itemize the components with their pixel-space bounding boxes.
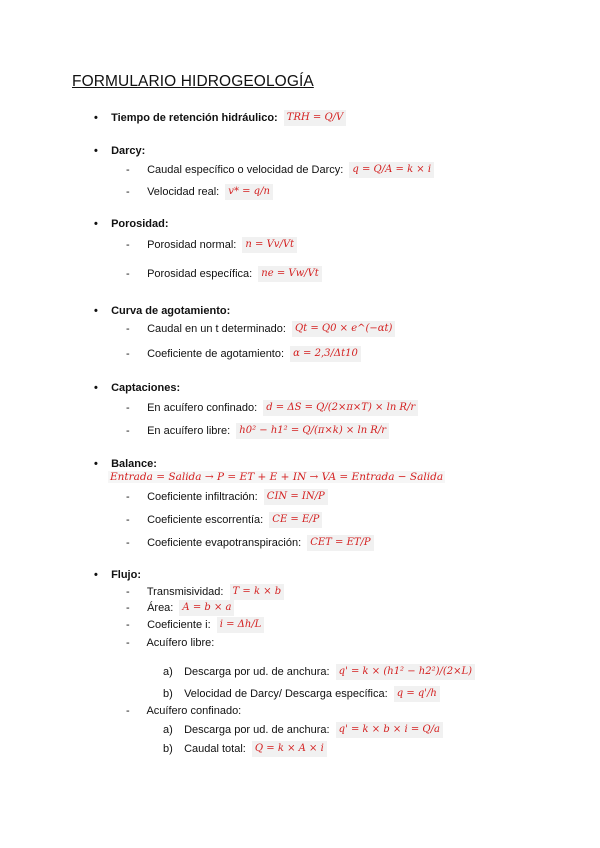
dash-icon: - [126, 490, 130, 503]
section-darcy [94, 144, 145, 158]
dash-icon: - [126, 513, 130, 526]
item-label: Transmisividad: [146, 585, 224, 598]
item-label: Acuífero libre: [146, 637, 215, 649]
section-trh [94, 110, 346, 126]
formula: q = q'/h [394, 686, 440, 702]
bullet-icon: • [94, 382, 98, 394]
section-label: Darcy: [111, 145, 146, 157]
dash-icon: - [126, 536, 130, 549]
formula: i = Δh/L [217, 617, 265, 633]
item-marker: b) [163, 687, 173, 700]
item-label: En acuífero confinado: [147, 401, 258, 414]
section-label: Flujo: [111, 569, 141, 581]
bullet-icon: • [94, 111, 98, 124]
section-label: Balance: [111, 458, 157, 470]
item-label: Coeficiente de agotamiento: [147, 347, 285, 360]
item-label: Velocidad real: [147, 185, 220, 198]
bullet-icon: • [94, 145, 98, 157]
formula: CIN = IN/P [264, 489, 328, 505]
formula: A = b × a [179, 600, 234, 616]
sub-list-item [163, 664, 475, 680]
formula: α = 2,3/Δt10 [290, 346, 361, 362]
formula: q' = k × (h1² − h2²)/(2×L) [336, 664, 475, 680]
sub-list-item [163, 722, 443, 738]
section-curva [94, 304, 230, 318]
section-captaciones [94, 381, 180, 395]
list-item [126, 237, 297, 253]
list-item [126, 400, 418, 416]
section-label: Curva de agotamiento: [111, 305, 231, 317]
dash-icon: - [126, 705, 130, 717]
sub-list-item [163, 686, 440, 702]
dash-icon: - [126, 163, 130, 176]
list-item [126, 266, 322, 282]
formula: TRH = Q/V [284, 110, 346, 126]
dash-icon: - [126, 424, 130, 437]
page-title: FORMULARIO HIDROGEOLOGÍA [72, 73, 314, 90]
dash-icon: - [126, 618, 130, 631]
list-item [126, 321, 395, 337]
formula: n = Vv/Vt [242, 237, 297, 253]
bullet-icon: • [94, 569, 98, 581]
section-flujo [94, 568, 141, 582]
bullet-icon: • [94, 305, 98, 317]
bullet-icon: • [94, 218, 98, 230]
section-balance [94, 457, 157, 471]
formula: d = ΔS = Q/(2×π×T) × ln R/r [263, 400, 418, 416]
dash-icon: - [126, 185, 130, 198]
dash-icon: - [126, 347, 130, 360]
item-label: Área: [147, 601, 174, 614]
item-label: Acuífero confinado: [146, 705, 242, 717]
list-item [126, 423, 389, 439]
formula: Qt = Q0 × e^(−αt) [292, 321, 396, 337]
list-item [126, 704, 241, 718]
section-label: Captaciones: [111, 382, 181, 394]
list-item [126, 636, 214, 650]
dash-icon: - [126, 637, 130, 649]
list-item [126, 535, 374, 551]
sub-list-item [163, 741, 327, 757]
formula: q = Q/A = k × i [349, 162, 434, 178]
dash-icon: - [126, 401, 130, 414]
item-marker: b) [163, 742, 173, 755]
item-label: Caudal total: [184, 742, 246, 755]
item-label: Coeficiente i: [147, 618, 211, 631]
item-label: Coeficiente infiltración: [147, 490, 258, 503]
section-label: Porosidad: [111, 218, 169, 230]
section-porosidad [94, 217, 169, 231]
section-label: Tiempo de retención hidráulico: [111, 111, 278, 124]
list-item [126, 512, 322, 528]
item-label: Descarga por ud. de anchura: [184, 665, 330, 678]
item-label: Porosidad normal: [147, 238, 237, 251]
item-label: Descarga por ud. de anchura: [184, 723, 330, 736]
list-item [126, 346, 361, 362]
item-marker: a) [163, 665, 173, 678]
item-label: Velocidad de Darcy/ Descarga específica: [184, 687, 388, 700]
formula: T = k × b [230, 584, 285, 600]
formula: ne = Vw/Vt [258, 266, 322, 282]
formula: v* = q/n [225, 184, 273, 200]
formula: CET = ET/P [307, 535, 373, 551]
item-marker: a) [163, 723, 173, 736]
list-item [126, 162, 434, 178]
dash-icon: - [126, 238, 130, 251]
formula: q' = k × b × i = Q/a [336, 722, 443, 738]
dash-icon: - [126, 267, 130, 280]
list-item [126, 489, 328, 505]
item-label: En acuífero libre: [147, 424, 231, 437]
formula: CE = E/P [269, 512, 322, 528]
list-item [126, 584, 284, 600]
list-item [126, 617, 264, 633]
balance-equation: Entrada = Salida → P = ET + E + IN → VA = Entrada − Salida [110, 471, 444, 483]
bullet-icon: • [94, 458, 98, 470]
list-item [126, 600, 234, 616]
item-label: Caudal en un t determinado: [147, 322, 286, 335]
formula: Q = k × A × i [252, 741, 327, 757]
formula: h0² − h1² = Q/(π×k) × ln R/r [236, 423, 389, 439]
item-label: Caudal específico o velocidad de Darcy: [147, 163, 344, 176]
item-label: Coeficiente escorrentía: [147, 513, 264, 526]
dash-icon: - [126, 585, 130, 598]
item-label: Porosidad específica: [147, 267, 253, 280]
dash-icon: - [126, 322, 130, 335]
item-label: Coeficiente evapotranspiración: [147, 536, 302, 549]
dash-icon: - [126, 601, 130, 614]
list-item [126, 184, 273, 200]
